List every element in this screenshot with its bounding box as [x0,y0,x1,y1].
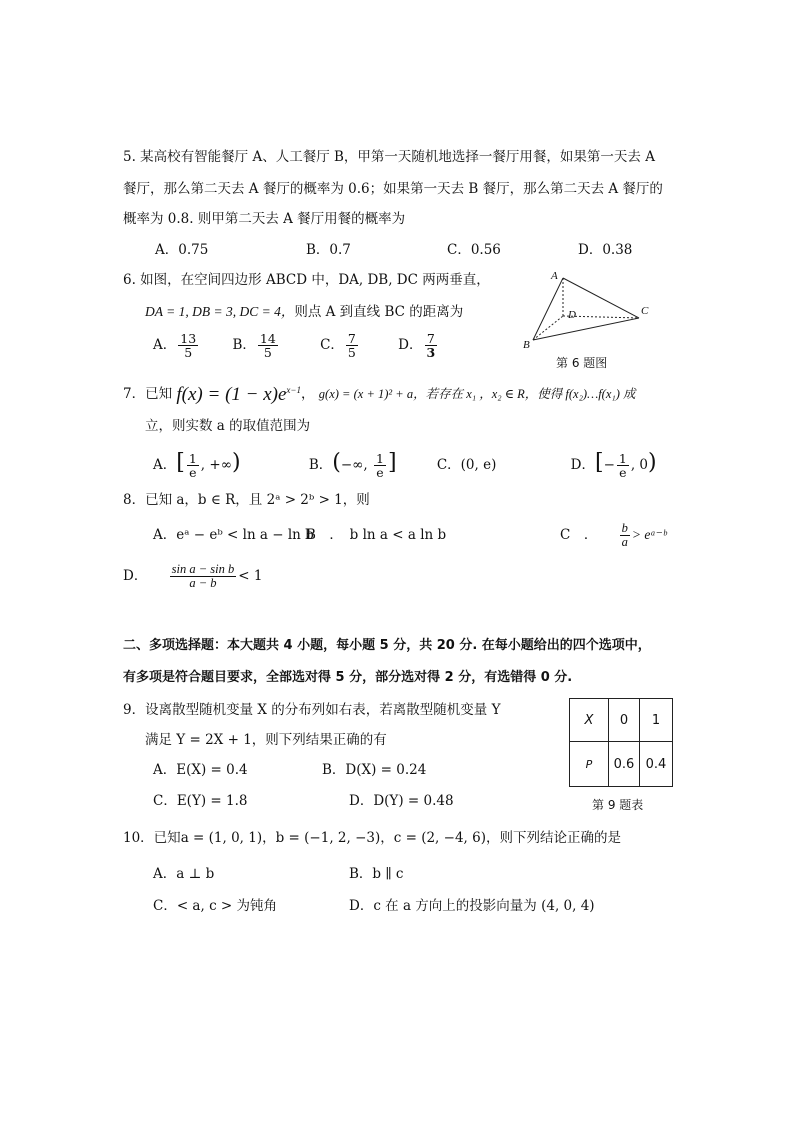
table-cell: X [570,699,609,742]
q10-vector-c: c = (2, −4, 6)，则下列结论正确的是 [393,830,621,846]
q10-option-a: A．a ⊥ b [153,866,215,882]
q8-option-b: B ． b ln a < a ln b [306,527,447,543]
q7-option-b: B．(−∞, $\frac{1}{e}$ ] [308,450,397,480]
q8-option-c: C ． $\frac{b}{a}$ > eᵃ⁻ᵇ [560,521,667,549]
q6-option-d: D． $\frac{7}{3}$ [398,331,436,360]
q5-line2: 餐厅，那么第二天去 A 餐厅的概率为 0.6；如果第一天去 B 餐厅，那么第二天去 A 餐厅的 [123,181,663,197]
vertex-label-d: D [568,309,576,321]
q5-line1: 5. 某高校有智能餐厅 A、人工餐厅 B，甲第一天随机地选择一餐厅用餐，如果第一天去 A [123,149,655,165]
q5-option-c: C．0.56 [447,242,501,258]
section2-heading-line1: 二、多项选择题：本大题共 4 小题，每小题 5 分，共 20 分. 在每小题给出的四个选项中， [123,638,651,653]
q10-vector-b: b = (−1, 2, −3)， [275,830,394,846]
q5-option-b: B．0.7 [306,242,351,258]
q9-option-b: B．D(X) = 0.24 [322,762,427,778]
edge-bc [533,318,639,340]
q9-option-c: C．E(Y) = 1.8 [153,793,248,809]
q9-line2: 满足 Y = 2X + 1，则下列结果正确的有 [145,732,387,748]
q9-distribution-table [569,698,673,787]
q7-gx: g(x) = (x + 1)² + a，若存在 x₁ ，x₂ ∈ R，使得 f(x₂)…f(x₁) 成 [318,387,636,401]
vertex-label-c: C [641,305,649,317]
q5-option-a: A．0.75 [155,242,209,258]
q10-option-c: C．< a, c > 为钝角 [153,898,278,914]
q5-line3: 概率为 0.8. 则甲第二天去 A 餐厅用餐的概率为 [123,211,406,227]
q6-conditions: DA = 1, DB = 3, DC = 4， [145,304,295,319]
q6-line2 [145,302,463,322]
q7-option-c: C．(0, e) [436,457,497,473]
q7-option-a: A．[ $\frac{1}{e}$ , +∞) [153,450,241,480]
q9-option-a: A．E(X) = 0.4 [153,762,248,778]
q8-option-a: A．eᵃ − eᵇ < ln a − ln b [153,527,314,543]
table-cell: 0 [609,699,640,742]
q9-table-caption: 第 9 题表 [592,798,644,812]
q6-question-text: 则点 A 到直线 BC 的距离为 [294,304,464,320]
q6-option-c: C． $\frac{7}{5}$ [320,331,356,360]
table-cell: 0.4 [640,742,673,787]
q6-line1: 6. 如图，在空间四边形 ABCD 中，DA, DB, DC 两两垂直， [123,272,490,288]
section2-heading-line2: 有多项是符合题目要求，全部选对得 5 分，部分选对得 2 分，有选错得 0 分. [123,670,573,685]
table-row [570,699,673,742]
table-cell: P [570,742,609,787]
q6-options [153,330,439,360]
q6-tetrahedron-figure [515,268,665,350]
table-row [570,742,673,787]
q5-option-d: D．0.38 [578,242,633,258]
edge-ab [533,278,563,340]
q7-fx: $f(x) = (1 - x)e^{x-1}$ [176,384,301,405]
vertex-label-a: A [551,270,558,282]
q10-option-b: B．b ∥ c [349,866,404,882]
q7-options [153,448,657,480]
table-cell: 1 [640,699,673,742]
q6-option-b: B． $\frac{14}{5}$ [232,331,276,360]
q6-figure-caption: 第 6 题图 [556,356,608,370]
q7-line1: 7．已知 $f(x) = (1 - x)e^{x-1}$， g(x) = (x + 1)² + a，若存在 x₁ ，x₂ ∈ R，使得 f(x₂)…f(x₁) 成 [123,384,636,405]
q9-option-d: D．D(Y) = 0.48 [349,793,454,809]
q8-line1: 8．已知 a，b ∈ R，且 2ᵃ > 2ᵇ > 1，则 [123,492,370,508]
q10-line1: 10．已知a = (1, 0, 1)，b = (−1, 2, −3)，c = (2, −4, 6)，则下列结论正确的是 [123,830,621,846]
table-cell: 0.6 [609,742,640,787]
q6-option-a: A． $\frac{13}{5}$ [153,331,197,360]
q10-option-d: D．c 在 a 方向上的投影向量为 (4, 0, 4) [349,898,595,914]
q9-line1: 9．设离散型随机变量 X 的分布列如右表，若离散型随机变量 Y [123,702,501,718]
vertex-label-b: B [523,339,530,350]
q7-line2: 立，则实数 a 的取值范围为 [145,418,311,434]
q7-option-d: D．[− $\frac{1}{e}$ , 0) [570,450,657,480]
q8-option-d: D． $\frac{\text{sin a − sin b}}{a - b}$ < 1 [123,562,263,590]
q10-vector-a: a = (1, 0, 1)， [180,830,276,846]
